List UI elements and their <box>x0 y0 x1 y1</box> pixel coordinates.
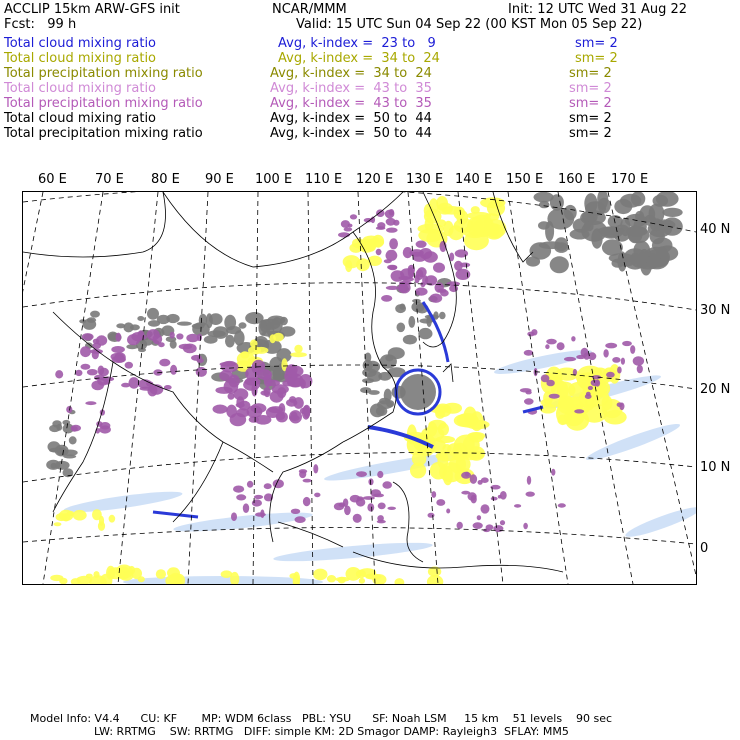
yellow-cloud-patch <box>273 333 284 342</box>
purple-cloud-patch <box>125 362 133 369</box>
legend-field-name: Total cloud mixing ratio <box>4 36 157 51</box>
gray-cloud-patch <box>581 221 607 242</box>
latitude-label: 10 N <box>700 460 731 475</box>
purple-cloud-patch <box>446 509 450 514</box>
legend-level-range: Avg, k-index = 50 to 44 <box>270 126 432 141</box>
legend-level-range: Avg, k-index = 50 to 44 <box>270 111 432 126</box>
purple-cloud-patch <box>81 364 91 370</box>
light-cloud-streak <box>584 419 682 464</box>
purple-cloud-patch <box>313 464 318 473</box>
purple-cloud-patch <box>303 497 311 506</box>
gray-cloud-patch <box>657 245 678 260</box>
purple-cloud-patch <box>385 210 395 219</box>
gray-cloud-patch <box>69 436 77 444</box>
map-panel <box>22 191 697 585</box>
purple-cloud-patch <box>551 469 555 476</box>
purple-cloud-patch <box>387 265 397 270</box>
purple-cloud-patch <box>247 481 253 488</box>
gray-cloud-patch <box>204 336 218 344</box>
gray-cloud-patch <box>662 208 682 217</box>
purple-cloud-patch <box>525 390 531 394</box>
legend-level-range: Avg, k-index = 23 to 9 <box>278 36 436 51</box>
purple-cloud-patch <box>549 394 560 399</box>
legend-level-range: Avg, k-index = 43 to 35 <box>270 81 432 96</box>
purple-cloud-patch <box>252 499 262 506</box>
light-cloud-streak <box>623 503 696 542</box>
purple-cloud-patch <box>455 249 468 257</box>
legend-smoothing: sm= 2 <box>575 51 618 66</box>
yellow-cloud-patch <box>289 573 297 579</box>
legend-smoothing: sm= 2 <box>569 81 612 96</box>
gray-cloud-patch <box>662 217 683 235</box>
yellow-cloud-patch <box>485 223 504 239</box>
purple-cloud-patch <box>588 386 593 390</box>
purple-cloud-patch <box>71 425 81 432</box>
purple-cloud-patch <box>603 349 608 357</box>
purple-cloud-patch <box>373 494 384 498</box>
purple-cloud-patch <box>400 268 414 279</box>
yellow-cloud-patch <box>443 466 453 485</box>
yellow-cloud-patch <box>294 345 302 353</box>
purple-cloud-patch <box>147 329 160 340</box>
yellow-cloud-patch <box>248 346 261 355</box>
purple-cloud-patch <box>622 341 632 346</box>
purple-cloud-patch <box>85 401 96 405</box>
purple-cloud-patch <box>524 350 534 356</box>
gray-cloud-patch <box>56 424 62 431</box>
purple-cloud-patch <box>378 503 386 510</box>
purple-cloud-patch <box>386 228 398 233</box>
longitude-label: 170 E <box>611 172 649 187</box>
gray-cloud-patch <box>258 320 267 336</box>
center-label: NCAR/MMM <box>272 2 347 17</box>
gray-cloud-patch <box>362 378 374 383</box>
yellow-cloud-patch <box>442 444 451 453</box>
yellow-cloud-patch <box>395 578 405 584</box>
purple-cloud-patch <box>251 383 257 396</box>
purple-cloud-patch <box>251 403 267 413</box>
purple-cloud-patch <box>621 358 625 365</box>
longitude-label: 140 E <box>455 172 493 187</box>
init-time: Init: 12 UTC Wed 31 Aug 22 <box>508 2 688 17</box>
purple-cloud-patch <box>415 288 428 296</box>
purple-cloud-patch <box>179 344 192 350</box>
latitude-line <box>23 283 696 310</box>
purple-cloud-patch <box>170 365 177 375</box>
purple-cloud-patch <box>348 224 353 228</box>
purple-cloud-patch <box>87 369 98 375</box>
longitude-label: 120 E <box>356 172 394 187</box>
purple-cloud-patch <box>258 369 272 380</box>
purple-cloud-patch <box>523 523 528 529</box>
gray-cloud-patch <box>63 455 76 459</box>
purple-cloud-patch <box>461 491 470 495</box>
purple-cloud-patch <box>527 476 531 485</box>
purple-cloud-patch <box>605 343 617 349</box>
gray-cloud-patch <box>397 323 406 333</box>
purple-cloud-patch <box>254 495 263 499</box>
purple-cloud-patch <box>231 512 237 521</box>
yellow-cloud-patch <box>62 513 70 521</box>
longitude-label: 100 E <box>255 172 293 187</box>
longitude-label: 160 E <box>558 172 596 187</box>
legend-level-range: Avg, k-index = 43 to 35 <box>270 96 432 111</box>
field-layer <box>46 192 696 584</box>
purple-cloud-patch <box>363 496 375 500</box>
purple-cloud-patch <box>456 269 471 280</box>
yellow-cloud-patch <box>327 575 336 582</box>
gray-cloud-patch <box>225 335 235 348</box>
gray-cloud-patch <box>395 304 406 313</box>
purple-cloud-patch <box>524 398 534 404</box>
legend-level-range: Avg, k-index = 34 to 24 <box>270 66 432 81</box>
purple-cloud-patch <box>617 367 622 374</box>
yellow-cloud-patch <box>418 229 443 243</box>
legend-field-name: Total cloud mixing ratio <box>4 111 157 126</box>
gray-cloud-patch <box>147 308 159 320</box>
purple-cloud-patch <box>66 406 72 413</box>
purple-cloud-patch <box>276 412 288 423</box>
purple-cloud-patch <box>431 491 436 498</box>
coastline <box>173 442 273 522</box>
purple-cloud-patch <box>558 503 566 507</box>
purple-cloud-patch <box>471 495 477 504</box>
purple-cloud-patch <box>213 405 228 414</box>
purple-cloud-patch <box>82 333 94 340</box>
purple-cloud-patch <box>314 493 320 498</box>
legend-smoothing: sm= 2 <box>569 111 612 126</box>
legend-field-name: Total precipitation mixing ratio <box>4 126 203 141</box>
coastline <box>278 522 343 547</box>
purple-cloud-patch <box>591 380 599 386</box>
purple-cloud-patch <box>291 509 300 514</box>
latitude-label: 20 N <box>700 382 731 397</box>
purple-cloud-patch <box>99 425 111 433</box>
gray-cloud-patch <box>46 460 60 470</box>
purple-cloud-patch <box>233 486 244 493</box>
purple-cloud-patch <box>377 471 383 478</box>
yellow-cloud-patch <box>443 221 453 236</box>
yellow-cloud-patch <box>313 569 327 581</box>
legend-level-range: Avg, k-index = 34 to 24 <box>278 51 440 66</box>
gray-cloud-patch <box>403 335 417 345</box>
yellow-cloud-patch <box>410 463 426 479</box>
purple-cloud-patch <box>546 339 557 345</box>
purple-cloud-patch <box>270 391 284 403</box>
gray-cloud-patch <box>408 316 415 328</box>
purple-cloud-patch <box>220 362 236 367</box>
legend-smoothing: sm= 2 <box>569 66 612 81</box>
purple-cloud-patch <box>170 332 175 339</box>
purple-cloud-patch <box>557 342 565 350</box>
yellow-cloud-patch <box>463 436 475 452</box>
purple-cloud-patch <box>436 499 445 506</box>
valid-time: Valid: 15 UTC Sun 04 Sep 22 (00 KST Mon 05 Sep 22) <box>296 17 643 32</box>
purple-cloud-patch <box>637 365 643 374</box>
purple-cloud-patch <box>55 370 63 378</box>
legend-field-name: Total precipitation mixing ratio <box>4 66 203 81</box>
purple-cloud-patch <box>585 394 592 399</box>
purple-cloud-patch <box>176 333 183 339</box>
typhoon-core <box>400 374 436 410</box>
yellow-cloud-patch <box>456 456 466 473</box>
purple-cloud-patch <box>356 471 367 477</box>
purple-cloud-patch <box>116 333 122 342</box>
purple-cloud-patch <box>344 506 351 516</box>
longitude-label: 80 E <box>151 172 180 187</box>
purple-cloud-patch <box>127 334 140 345</box>
yellow-cloud-patch <box>346 567 362 581</box>
gray-cloud-patch <box>598 198 611 214</box>
gray-cloud-patch <box>631 192 645 206</box>
purple-cloud-patch <box>111 346 125 353</box>
purple-cloud-patch <box>386 250 398 261</box>
purple-cloud-patch <box>500 520 505 525</box>
gray-cloud-patch <box>555 237 568 251</box>
yellow-cloud-patch <box>73 510 87 521</box>
purple-cloud-patch <box>588 352 596 360</box>
purple-cloud-patch <box>367 503 374 511</box>
purple-cloud-patch <box>386 286 399 290</box>
longitude-label: 60 E <box>38 172 67 187</box>
purple-cloud-patch <box>514 504 521 508</box>
purple-cloud-patch <box>461 472 471 479</box>
gray-cloud-patch <box>116 323 125 328</box>
purple-cloud-patch <box>449 285 458 292</box>
legend-field-name: Total cloud mixing ratio <box>4 81 157 96</box>
yellow-cloud-patch <box>427 575 443 584</box>
purple-cloud-patch <box>581 348 589 357</box>
purple-cloud-patch <box>433 263 445 273</box>
purple-cloud-patch <box>191 355 202 361</box>
gray-cloud-patch <box>157 315 170 324</box>
latitude-label: 30 N <box>700 303 731 318</box>
purple-cloud-patch <box>291 412 298 420</box>
yellow-cloud-patch <box>604 410 627 425</box>
yellow-cloud-patch <box>428 420 446 430</box>
model-info-line2: LW: RRTMG SW: RRTMG DIFF: simple KM: 2D Smagor DAMP: Rayleigh3 SFLAY: MM5 <box>94 725 569 738</box>
legend-smoothing: sm= 2 <box>569 96 612 111</box>
model-title: ACCLIP 15km ARW-GFS init <box>4 2 180 17</box>
purple-cloud-patch <box>612 357 620 363</box>
purple-cloud-patch <box>338 232 350 237</box>
purple-cloud-patch <box>236 494 246 500</box>
gray-cloud-patch <box>439 312 446 319</box>
purple-cloud-patch <box>633 356 644 365</box>
purple-cloud-patch <box>493 525 503 532</box>
yellow-cloud-patch <box>50 575 63 581</box>
gray-cloud-patch <box>612 259 624 268</box>
purple-cloud-patch <box>574 409 584 413</box>
forecast-hour: Fcst: 99 h <box>4 17 77 32</box>
coastline <box>353 552 563 572</box>
legend-field-name: Total precipitation mixing ratio <box>4 96 203 111</box>
purple-cloud-patch <box>382 481 392 489</box>
yellow-cloud-patch <box>54 522 62 526</box>
purple-cloud-patch <box>546 380 554 387</box>
legend-smoothing: sm= 2 <box>569 126 612 141</box>
purple-cloud-patch <box>617 402 623 407</box>
yellow-cloud-patch <box>156 569 166 579</box>
gray-cloud-patch <box>83 319 97 330</box>
yellow-cloud-patch <box>338 577 346 584</box>
purple-cloud-patch <box>287 373 303 387</box>
yellow-cloud-patch <box>365 574 381 580</box>
longitude-label: 150 E <box>506 172 544 187</box>
purple-cloud-patch <box>293 397 303 409</box>
yellow-cloud-patch <box>167 567 180 578</box>
gray-cloud-patch <box>177 322 192 326</box>
longitude-label: 130 E <box>406 172 444 187</box>
gray-cloud-patch <box>234 330 245 345</box>
coastline <box>270 442 343 542</box>
gray-cloud-patch <box>137 316 144 321</box>
purple-cloud-patch <box>473 522 483 529</box>
purple-cloud-patch <box>500 491 507 500</box>
yellow-cloud-patch <box>138 576 145 582</box>
longitude-line <box>23 192 43 584</box>
yellow-cloud-patch <box>109 515 116 523</box>
purple-cloud-patch <box>477 515 481 520</box>
yellow-cloud-patch <box>442 206 462 215</box>
purple-cloud-patch <box>230 413 247 426</box>
purple-cloud-patch <box>353 514 362 523</box>
latitude-label: 0 <box>700 541 709 556</box>
gray-cloud-patch <box>267 316 285 325</box>
purple-cloud-patch <box>264 387 271 397</box>
purple-cloud-patch <box>545 344 549 349</box>
purple-cloud-patch <box>264 483 272 489</box>
purple-cloud-patch <box>386 218 396 226</box>
purple-cloud-patch <box>389 238 398 249</box>
gray-cloud-patch <box>623 248 647 269</box>
gray-cloud-patch <box>584 193 597 214</box>
purple-cloud-patch <box>564 357 576 361</box>
purple-cloud-patch <box>112 356 126 363</box>
purple-cloud-patch <box>75 370 82 376</box>
purple-cloud-patch <box>440 290 449 297</box>
purple-cloud-patch <box>260 509 264 518</box>
gray-cloud-patch <box>388 347 405 359</box>
purple-cloud-patch <box>630 345 635 354</box>
purple-cloud-patch <box>527 332 534 337</box>
yellow-cloud-patch <box>107 567 124 579</box>
purple-cloud-patch <box>526 492 535 497</box>
purple-cloud-patch <box>196 367 207 377</box>
yellow-cloud-patch <box>290 352 307 357</box>
purple-cloud-patch <box>197 334 202 341</box>
purple-cloud-patch <box>571 336 575 341</box>
purple-cloud-patch <box>377 515 384 521</box>
yellow-cloud-patch <box>359 578 365 584</box>
purple-cloud-patch <box>606 372 615 378</box>
purple-cloud-patch <box>96 421 102 427</box>
gray-cloud-patch <box>370 404 385 418</box>
purple-cloud-patch <box>423 251 438 262</box>
purple-cloud-patch <box>300 408 307 414</box>
purple-cloud-patch <box>481 504 490 513</box>
yellow-cloud-patch <box>436 436 455 443</box>
yellow-cloud-patch <box>240 351 249 358</box>
purple-cloud-patch <box>80 346 91 357</box>
purple-cloud-patch <box>491 497 498 501</box>
purple-cloud-patch <box>224 380 239 394</box>
purple-cloud-patch <box>376 249 382 255</box>
legend-smoothing: sm= 2 <box>575 36 618 51</box>
gray-cloud-patch <box>418 328 432 339</box>
gray-cloud-patch <box>368 390 380 395</box>
purple-cloud-patch <box>350 214 357 219</box>
purple-cloud-patch <box>430 294 443 303</box>
map-canvas <box>23 192 696 584</box>
model-info-line1: Model Info: V4.4 CU: KF MP: WDM 6class PBL: YSU SF: Noah LSM 15 km 51 levels 90 sec <box>30 712 613 725</box>
gray-cloud-patch <box>366 361 381 373</box>
purple-cloud-patch <box>381 295 392 302</box>
gray-cloud-patch <box>602 239 623 255</box>
purple-cloud-patch <box>243 503 249 513</box>
legend-field-name: Total cloud mixing ratio <box>4 51 157 66</box>
gray-cloud-patch <box>239 322 247 328</box>
purple-cloud-patch <box>158 342 165 347</box>
gray-cloud-patch <box>539 201 550 208</box>
purple-cloud-patch <box>420 282 425 287</box>
yellow-cloud-patch <box>98 521 105 531</box>
gray-cloud-patch <box>547 208 574 230</box>
longitude-label: 70 E <box>95 172 124 187</box>
purple-cloud-patch <box>387 507 396 510</box>
purple-cloud-patch <box>478 480 483 485</box>
latitude-label: 40 N <box>700 222 731 237</box>
purple-cloud-patch <box>295 516 306 523</box>
purple-cloud-patch <box>303 479 312 483</box>
gray-cloud-patch <box>614 199 632 214</box>
purple-cloud-patch <box>350 495 361 503</box>
purple-cloud-patch <box>416 241 427 248</box>
longitude-label: 90 E <box>205 172 234 187</box>
gray-cloud-patch <box>49 448 61 453</box>
yellow-cloud-patch <box>343 255 360 268</box>
yellow-cloud-patch <box>454 414 474 427</box>
longitude-line <box>308 192 313 584</box>
yellow-cloud-patch <box>443 403 462 414</box>
purple-cloud-patch <box>457 522 463 529</box>
yellow-cloud-patch <box>467 217 483 236</box>
purple-cloud-patch <box>159 359 170 367</box>
longitude-label: 110 E <box>305 172 343 187</box>
purple-cloud-patch <box>428 513 435 518</box>
gray-cloud-patch <box>550 256 569 273</box>
purple-cloud-patch <box>94 375 105 381</box>
purple-cloud-patch <box>376 226 386 230</box>
gray-cloud-patch <box>620 218 630 236</box>
latitude-line <box>23 527 696 544</box>
purple-cloud-patch <box>299 471 306 479</box>
purple-cloud-patch <box>129 377 140 389</box>
gray-cloud-patch <box>130 324 140 330</box>
gray-cloud-patch <box>90 311 100 318</box>
purple-cloud-patch <box>334 503 344 511</box>
purple-cloud-patch <box>376 209 385 217</box>
purple-cloud-patch <box>344 227 353 231</box>
